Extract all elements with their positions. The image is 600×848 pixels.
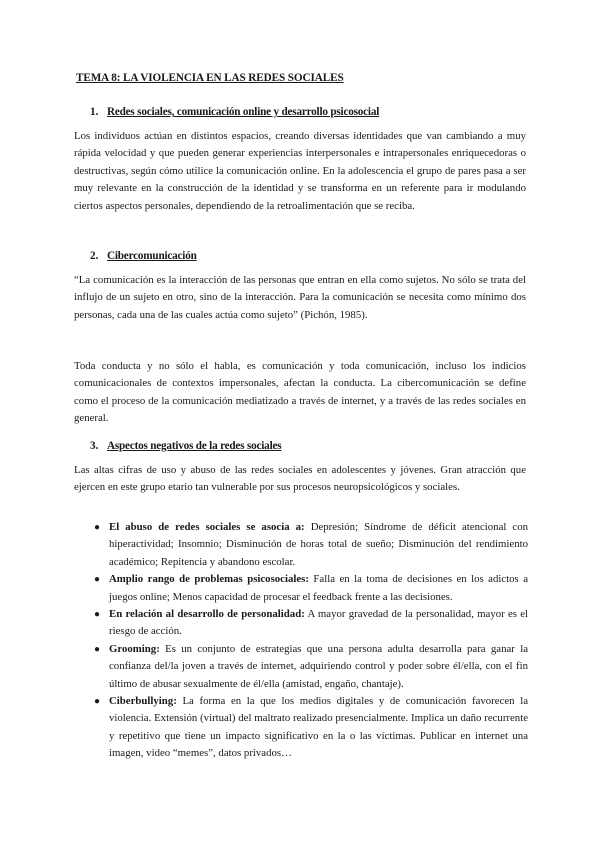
paragraph: Las altas cifras de uso y abuso de las redes sociales en adolescentes y jóvenes. Gran atracción que ejercen en este grupo etario tan vulnerable por sus procesos neuropsicológicos y sociales. (74, 464, 526, 494)
bullet-icon: ● (94, 609, 101, 621)
bullet-label: El abuso de redes sociales se asocia a: (109, 521, 305, 533)
paragraph-quote: “La comunicación es la interacción de las personas que entran en ella como sujetos. No sólo se trata del influjo de un sujeto en otro, sino de la interacción. Para la comunicación se necesita como mínimo dos personas, cada una de las cuales actúa como sujeto” (Pichón, 1985). (74, 274, 526, 321)
bullet-text: Falla en la toma de decisiones en los adictos a juegos online; Menos capacidad de procesar el feedback frente a las decisiones. (109, 573, 528, 603)
bullet-label: Ciberbullying: (109, 695, 177, 708)
bullet-icon: ● (94, 574, 101, 586)
section-title: Redes sociales, comunicación online y desarrollo psicosocial (107, 106, 380, 118)
document-title: TEMA 8: LA VIOLENCIA EN LAS REDES SOCIALES (76, 72, 344, 84)
bullet-icon: ● (94, 696, 101, 708)
section-number: 1. (90, 106, 99, 118)
section-heading-2 (90, 250, 197, 262)
section-number: 2. (90, 250, 99, 262)
bullet-text: Depresión; Síndrome de déficit atencional con hiperactividad; Insomnio; Disminución de horas total de sueño; Disminución del rendimiento académico; Repitencia y abandono escolar. (109, 521, 528, 568)
bullet-icon: ● (94, 643, 101, 655)
bullet-icon: ● (94, 522, 101, 533)
bullet-list (94, 519, 528, 763)
bullet-text: Es un conjunto de estrategias que una persona adulta desarrolla para ganar la confianza del/la joven a través de internet, adquiriendo control y poder sobre él/ella, con el fin último de abusar sexualmente de él/ella (amistad, engaño, chantaje). (109, 642, 528, 690)
bullet-text: A mayor gravedad de la personalidad, mayor es el riesgo de acción. (109, 608, 529, 638)
list-item (94, 693, 528, 763)
bullet-text: La forma en la que los medios digitales y de comunicación favorecen la violencia. Extensión (virtual) del maltrato realizado presencialmente. Implica un daño recurrente y repetitivo que tiene un impacto significativo en la o las víctimas. Publicar en internet una imagen, video “memes”, datos privados… (109, 695, 528, 760)
paragraph: Los individuos actúan en distintos espacios, creando diversas identidades que van cambiando a muy rápida velocidad y que pueden generar experiencias interpersonales e intrapersonales enriquecedoras o destructivas, según cómo utilice la comunicación online. En la adolescencia el grupo de pares pasa a ser muy relevante en la construcción de la identidad y se transforma en un referente para ir modulando ciertos aspectos personales, dependiendo de la retroalimentación que se reciba. (74, 130, 526, 212)
section-heading-1 (90, 106, 379, 118)
list-item (94, 641, 528, 693)
list-item (94, 606, 528, 641)
bullet-label: Amplio rango de problemas psicosociales: (109, 573, 309, 586)
section-number: 3. (90, 440, 99, 452)
list-item (94, 519, 528, 571)
section-heading-3 (90, 440, 281, 452)
paragraph: Toda conducta y no sólo el habla, es comunicación y toda comunicación, incluso los indicios comunicacionales de contextos impersonales, afectan la conducta. La cibercomunicación se define como el proceso de la comunicación mediatizado a través de internet, y a través de las redes sociales en general. (74, 360, 526, 425)
section-title: Aspectos negativos de la redes sociales (107, 440, 282, 452)
list-item (94, 571, 528, 606)
section-title: Cibercomunicación (107, 250, 197, 262)
bullet-label: Grooming: (109, 642, 160, 655)
bullet-label: En relación al desarrollo de personalidad: (109, 608, 305, 621)
